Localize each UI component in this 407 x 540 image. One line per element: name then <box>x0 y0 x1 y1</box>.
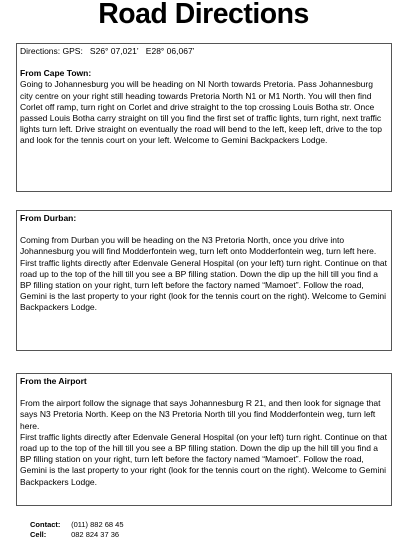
page-title: Road Directions <box>98 0 309 30</box>
cape-town-text: Going to Johannesburg you will be heading on NI North towards Pretoria. Pass Johannesburg city centre on your right still heading towards Pretoria North N1 or M1 North. You will then find Corlet off ramp, turn right on Corlet and drive straight to the top crossing Louis Botha str. Once passed Louis Botha carry straight on till you find the first set of traffic lights, turn right, next traffic lights turn left. Drive straight on eventually the road will bend to the left, keep left, drive to the top and look for the tennis court on your left. Welcome to Gemini Backpackers Lodge. <box>20 79 382 146</box>
cape-town-directions-box <box>16 43 392 192</box>
contact-label: Contact: <box>30 520 61 529</box>
airport-directions-box <box>16 373 392 506</box>
airport-heading: From the Airport <box>20 376 87 386</box>
airport-paragraph-1: From the airport follow the signage that says Johannesburg R 21, and then look for signage that says N3 Pretoria North. Keep on the N3 Pretoria North till you find Modderfontein weg, turn left here. <box>20 398 381 431</box>
gps-south: S26° 07,021’ <box>89 46 139 56</box>
airport-paragraph-2: First traffic lights directly after Edenvale General Hospital (on your left) turn right. Continue on that road up to the top of the hill till you see a BP filling station. Down the dip up the hill till you find a BP filling station on your right, turn left before the factory named “Mamoet”. Follow the road, Gemini is the last property to your right (look for the tennis court on the right). Welcome to Gemini Backpackers Lodge. <box>20 431 387 487</box>
cell-label: Cell: <box>30 530 47 539</box>
gps-line <box>20 46 388 57</box>
contact-phone-line <box>30 520 124 530</box>
cell-phone: 082 824 37 36 <box>71 530 120 539</box>
durban-directions-box <box>16 210 392 351</box>
contact-phone: (011) 882 68 45 <box>71 520 124 529</box>
cape-town-heading: From Cape Town: <box>20 68 92 79</box>
durban-heading: From Durban: <box>20 213 77 223</box>
durban-paragraph-1: Coming from Durban you will be heading on the N3 Pretoria North, once you drive into Johannesburg you will find Modderfontein weg, turn left onto Modderfontein weg, turn left here. <box>20 235 377 257</box>
contact-cell-line <box>30 530 119 540</box>
gps-east: E28° 06,067’ <box>145 46 195 56</box>
durban-paragraph-2: First traffic lights directly after Edenvale General Hospital (on your left) turn right. Continue on that road up to the top of the hill till you see a BP filling station. Down the dip up the hill till you find a BP filling station on your right, turn left before the factory named “Mamoet”. Follow the road, Gemini is the last property to your right (look for the tennis court on the right). Welcome to Gemini Backpackers Lodge. <box>20 257 387 313</box>
gps-label: Directions: GPS: <box>20 46 83 56</box>
